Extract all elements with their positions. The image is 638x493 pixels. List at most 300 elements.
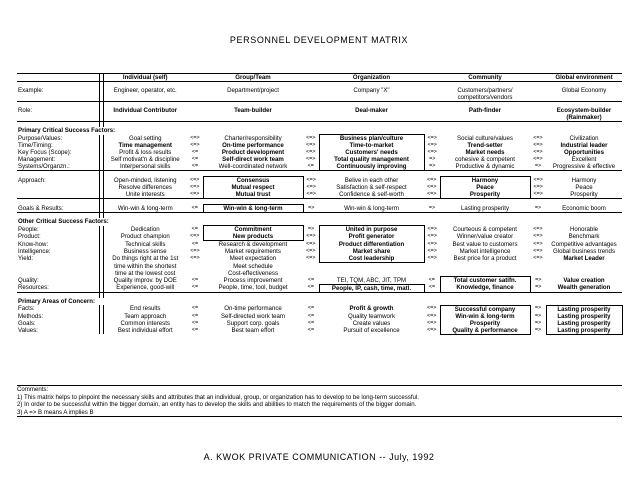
matrix-cell: United in purpose (319, 226, 424, 234)
relation-arrow: => (534, 305, 542, 312)
matrix-cell: Open-minded, listening (113, 176, 177, 184)
matrix-cell: Team-builder (234, 107, 272, 114)
relation-arrow: <= (187, 163, 203, 171)
relation-arrow: <=> (427, 176, 437, 183)
relation-arrow: <=> (306, 240, 316, 247)
relation-arrow (424, 263, 440, 270)
relation-arrow: <= (307, 326, 315, 333)
row-label: Quality: (17, 277, 99, 285)
matrix-cell: Product development (221, 149, 285, 156)
matrix-cell: Resolve differences (118, 184, 172, 191)
matrix-cell: Total quality management (319, 156, 424, 163)
matrix-cell (103, 94, 187, 102)
relation-arrow: <= (187, 205, 203, 213)
relation-arrow: <= (191, 240, 199, 247)
matrix-row (17, 177, 622, 185)
matrix-row (17, 163, 622, 171)
relation-arrow: <= (428, 276, 435, 283)
matrix-cell: Product differentiation (319, 241, 424, 249)
column-header: Global environment (546, 74, 622, 82)
matrix-cell (530, 87, 546, 94)
relation-arrow (187, 270, 203, 277)
matrix-cell: Quality & performance (440, 327, 530, 335)
relation-arrow: <=> (533, 176, 543, 183)
matrix-cell: Knowledge, finance (440, 284, 530, 292)
matrix-cell (546, 94, 622, 102)
relation-arrow: <=> (533, 225, 543, 232)
matrix-cell: Total customer satifn. (440, 277, 530, 285)
matrix-row (17, 156, 622, 163)
relation-arrow: <=> (306, 248, 316, 254)
relation-arrow: <=> (190, 255, 200, 262)
matrix-cell: Prosperity (546, 191, 622, 199)
matrix-cell: Mutual respect (203, 184, 303, 191)
relation-arrow (530, 270, 546, 277)
matrix-cell (424, 94, 440, 102)
matrix-cell (440, 263, 530, 270)
matrix-cell: Cost-effectiveness (227, 269, 278, 277)
comments-section (17, 385, 622, 417)
matrix-row (17, 94, 622, 102)
column-header-row (17, 74, 622, 82)
relation-arrow: <= (191, 156, 199, 162)
row-label (17, 184, 99, 191)
relation-arrow: <= (307, 276, 315, 283)
matrix-cell: Self motivat'n & discipline (110, 156, 180, 163)
matrix-row (17, 233, 622, 241)
header-gap (530, 74, 546, 82)
matrix-cell: People, IP, cash, time, matl. (319, 284, 424, 292)
matrix-row (17, 284, 622, 292)
row-label (17, 94, 99, 102)
matrix-cell: Best price for a product (453, 255, 517, 263)
matrix-cell (319, 270, 424, 277)
matrix-cell: Business sense (123, 248, 167, 255)
relation-arrow: <= (191, 276, 199, 283)
matrix-cell: Commitment (203, 226, 303, 234)
matrix-cell: Self-directed work team (220, 312, 285, 320)
matrix-cell: Best value to customers (452, 240, 518, 248)
relation-arrow: <=> (306, 233, 316, 240)
relation-arrow: => (530, 163, 546, 171)
matrix-cell: Peace (440, 184, 530, 191)
matrix-row (17, 142, 622, 149)
relation-arrow: <=> (306, 255, 316, 262)
matrix-cell: Successful company (440, 305, 530, 313)
row-label: Values: (17, 327, 99, 335)
matrix-cell: Lasting prosperity (546, 305, 622, 313)
relation-arrow: => (424, 163, 440, 171)
matrix-cell: time within the shortest (114, 262, 177, 270)
matrix-cell: Market requirements (225, 248, 281, 255)
matrix-cell: Support corp. goals (226, 319, 280, 327)
matrix-cell: Meet schedule (233, 262, 273, 270)
matrix-cell (546, 263, 622, 270)
row-label: Approach: (17, 177, 99, 185)
matrix-cell: Lasting prosperity (546, 327, 622, 335)
matrix-cell: Well-coordinated network (203, 163, 303, 171)
relation-arrow: => (535, 276, 542, 283)
relation-arrow: <=> (427, 142, 437, 148)
relation-arrow (303, 263, 319, 270)
matrix-row (17, 205, 622, 213)
matrix-cell (530, 107, 546, 114)
comment-line: 1) This matrix helps to pinpoint the necessary skills and attributes that an individual, group, or organization has to develop to be long-term successful. (17, 393, 419, 401)
relation-arrow: <=> (306, 149, 316, 155)
matrix-cell: Deal-maker (355, 107, 388, 114)
row-label: Yield: (17, 255, 99, 263)
section-heading: Other Critical Success Factors: (18, 218, 109, 225)
matrix-cell: Profit & loss results (119, 149, 172, 156)
matrix-cell: Engineer, operator, etc. (113, 87, 177, 94)
header-gap (303, 74, 319, 82)
matrix-cell: Create values (352, 319, 391, 327)
matrix-cell: Time management (118, 142, 172, 149)
matrix-cell: New products (203, 233, 303, 241)
matrix-cell (303, 94, 319, 102)
section-heading: Primary Areas of Concern: (18, 297, 95, 305)
matrix-cell: Lasting prosperity (546, 320, 622, 327)
relation-arrow: <=> (533, 240, 543, 247)
matrix-cell (103, 114, 187, 122)
matrix-cell: Belive in each other (344, 176, 399, 184)
matrix-cell (546, 270, 622, 277)
matrix-cell: Benchmark (568, 233, 600, 241)
relation-arrow: <=> (427, 326, 437, 333)
matrix-cell: Profit & growth (349, 305, 394, 313)
matrix-row (17, 114, 622, 122)
matrix-row (17, 248, 622, 255)
relation-arrow: <=> (427, 184, 437, 190)
section-heading-row (17, 218, 622, 226)
matrix-cell (440, 114, 530, 122)
matrix-row (17, 270, 622, 277)
relation-arrow: <=> (424, 191, 440, 199)
row-label: Purpose/Values: (17, 135, 99, 143)
relation-arrow: <=> (306, 176, 316, 183)
relation-arrow: <=> (427, 319, 437, 326)
matrix-cell: Market intelligence (459, 248, 511, 255)
matrix-cell: Progressive & effective (546, 163, 622, 171)
matrix-cell (187, 94, 203, 102)
relation-arrow: => (530, 205, 546, 213)
matrix-cell: Team approach (124, 312, 167, 320)
matrix-cell (303, 114, 319, 122)
relation-arrow: <= (307, 312, 315, 319)
matrix-cell: (Rainmaker) (546, 114, 622, 122)
matrix-row (17, 255, 622, 263)
section-heading-row (17, 127, 622, 135)
column-header: Individual (self) (103, 74, 187, 82)
matrix-cell: Market share (319, 248, 424, 255)
matrix-cell: Prosperity (440, 191, 530, 199)
row-label: Time/Timing: (17, 142, 99, 149)
relation-arrow: <=> (306, 184, 316, 190)
matrix-row (17, 149, 622, 156)
section-heading: Primary Critical Success Factors: (18, 127, 116, 134)
row-label: Goals & Results: (17, 205, 99, 213)
matrix-cell (424, 114, 440, 122)
matrix-cell (440, 270, 530, 277)
relation-arrow (303, 270, 319, 277)
header-gap (424, 74, 440, 82)
matrix-cell: People, time, tool, budget (203, 284, 303, 292)
relation-arrow: <=> (303, 191, 319, 199)
relation-arrow: <=> (427, 240, 437, 247)
matrix-cell: Business plan/culture (319, 135, 424, 143)
matrix-cell: Company "X" (353, 87, 390, 94)
matrix-cell: Mutual trust (203, 191, 303, 199)
footer-attribution: A. KWOK PRIVATE COMMUNICATION -- July, 1992 (203, 452, 435, 462)
matrix-cell (530, 94, 546, 102)
matrix-cell (187, 114, 203, 122)
matrix-cell: Profit generator (319, 233, 424, 241)
matrix-cell: Process improvement (223, 276, 283, 284)
relation-arrow: => (530, 284, 546, 292)
header-gap (187, 74, 203, 82)
matrix-cell: Lasting prosperity (440, 205, 530, 213)
matrix-cell: Continuously improving (319, 163, 424, 171)
relation-arrow: <=> (306, 134, 316, 141)
matrix-cell (203, 114, 303, 122)
matrix-cell: Ecosystem-builder (556, 107, 612, 114)
row-label: Systems/Organzn.: (17, 163, 99, 171)
row-label: Resources: (17, 284, 99, 292)
matrix-cell: Satisfaction & self-respect (336, 184, 407, 191)
column-header: Organization (319, 74, 424, 82)
matrix-cell: Market needs (465, 149, 505, 156)
matrix-cell: Win-win & long-term (319, 205, 424, 213)
matrix-row (17, 305, 622, 313)
comment-line: 3) A => B means A implies B (17, 408, 94, 416)
matrix-cell: Meet expectation (229, 255, 277, 263)
matrix-cell: End results (130, 305, 161, 313)
matrix-cell: Industrial leader (560, 142, 608, 149)
relation-arrow: <= (187, 284, 203, 292)
matrix-cell: Research & development (218, 241, 288, 248)
matrix-cell: Lasting prosperity (546, 313, 622, 320)
row-label: Example: (17, 87, 99, 94)
matrix-cell (424, 87, 440, 94)
matrix-row (17, 135, 622, 143)
row-label (17, 191, 99, 199)
matrix-row (17, 277, 622, 285)
matrix-cell: Pursuit of excellence (343, 326, 400, 334)
matrix-cell: Win-win & long-term (440, 313, 530, 320)
relation-arrow: <=> (427, 255, 437, 262)
relation-arrow: <=> (533, 233, 543, 240)
relation-arrow: <=> (306, 156, 316, 162)
relation-arrow: <=> (533, 149, 543, 155)
relation-arrow: <=> (190, 248, 200, 254)
matrix-cell: Productive & dynamic (440, 163, 530, 171)
matrix-cell (319, 263, 424, 270)
row-label: Intelligence: (17, 248, 99, 255)
matrix-cell: Win-win & long-term (203, 205, 303, 213)
matrix-cell: Best individual effort (117, 326, 173, 334)
matrix-cell: Consensus (203, 177, 303, 185)
relation-arrow: <= (191, 319, 199, 326)
relation-arrow: <=> (533, 134, 543, 141)
matrix-cell (187, 107, 203, 114)
row-label: Methods: (17, 313, 99, 320)
row-label (17, 114, 99, 122)
relation-arrow: <= (191, 149, 199, 155)
matrix-cell: competitors/vendors (440, 94, 530, 102)
matrix-cell: Peace (575, 184, 593, 191)
row-label: Role: (17, 107, 99, 114)
relation-arrow (530, 263, 546, 270)
relation-arrow: <=> (427, 233, 437, 240)
matrix-cell: time at the lowest cost (115, 269, 176, 277)
matrix-row (17, 263, 622, 270)
relation-arrow: <=> (533, 156, 543, 162)
relation-arrow: <= (307, 319, 315, 326)
matrix-cell: Social culture/values (457, 134, 513, 142)
matrix-cell: Goal setting (128, 134, 162, 142)
relation-arrow: <=> (427, 305, 437, 312)
relation-arrow: <=> (427, 312, 437, 319)
matrix-cell: Market Leader (563, 255, 605, 263)
matrix-cell: Civilization (569, 134, 599, 142)
matrix-cell: On-time performance (222, 142, 284, 149)
relation-arrow: => (429, 156, 436, 162)
relation-arrow: <= (191, 305, 199, 312)
relation-arrow: => (534, 326, 542, 333)
relation-arrow: <=> (190, 176, 200, 183)
row-label: Key Focus (Scope): (17, 149, 99, 156)
matrix-cell: Interpersonal skills (103, 163, 187, 171)
matrix-cell (187, 87, 203, 94)
matrix-cell: TEI, TQM, ABC, JIT, TPM (336, 276, 407, 284)
matrix-row (17, 107, 622, 114)
matrix-cell: Common interests (120, 319, 170, 327)
relation-arrow: <=> (190, 142, 200, 148)
matrix-cell: Charter/responsibility (224, 134, 282, 142)
relation-arrow: <= (424, 284, 440, 292)
row-label: Product: (17, 233, 99, 241)
matrix-cell (203, 94, 303, 102)
comments-heading: Comments: (17, 386, 49, 393)
matrix-cell: Global Economy (561, 87, 607, 94)
column-header: Group/Team (203, 74, 303, 82)
matrix-row (17, 320, 622, 327)
matrix-cell: Competitive advantages (551, 240, 617, 248)
matrix-row (17, 226, 622, 234)
matrix-cell: Global business trends (553, 248, 615, 255)
matrix-cell (319, 94, 424, 102)
relation-arrow: => (307, 225, 315, 232)
row-label: People: (17, 226, 99, 234)
matrix-cell: cohesive & competent (455, 156, 515, 163)
development-matrix (17, 73, 623, 335)
matrix-cell: Harmony (571, 176, 597, 184)
matrix-cell: Dedication (130, 225, 160, 233)
relation-arrow: => (534, 312, 542, 319)
matrix-cell: On-time performance (224, 305, 282, 313)
matrix-cell: Technical skills (125, 240, 166, 248)
page-title: PERSONNEL DEVELOPMENT MATRIX (229, 35, 409, 45)
column-header: Community (440, 74, 530, 82)
matrix-cell (303, 107, 319, 114)
matrix-cell: Prosperity (440, 320, 530, 327)
matrix-cell: Quality teamwork (347, 312, 396, 320)
relation-arrow: <= (191, 312, 199, 319)
matrix-cell: Quality improv. by DOE (113, 276, 177, 284)
row-label: Facts: (17, 305, 99, 313)
matrix-cell (424, 107, 440, 114)
relation-arrow: <=> (427, 149, 437, 155)
relation-arrow: <=> (306, 142, 316, 148)
matrix-cell: Experience, good-will (103, 284, 187, 292)
relation-arrow: => (424, 205, 440, 213)
relation-arrow (187, 263, 203, 270)
matrix-cell: Honorable (569, 225, 599, 233)
relation-arrow: <= (307, 305, 315, 312)
relation-arrow: <=> (190, 233, 200, 240)
header-corner (17, 74, 99, 82)
matrix-cell: Harmony (440, 177, 530, 185)
relation-arrow: <=> (190, 134, 200, 141)
relation-arrow: <= (303, 284, 319, 292)
relation-arrow: <= (191, 225, 198, 232)
matrix-cell: Courteous & competent (452, 225, 518, 233)
matrix-cell: Best team effort (231, 326, 275, 334)
comment-line: 2) In order to be successful within the bigger domain, an entity has to develop the skills and abilities to match the requirements of the bigger domain. (17, 401, 417, 409)
matrix-cell: Individual Contributor (113, 107, 178, 114)
row-label: Goals: (17, 320, 99, 327)
relation-arrow: <=> (190, 184, 200, 190)
matrix-cell: Cost leadership (319, 255, 424, 263)
relation-arrow: <=> (530, 191, 546, 199)
relation-arrow: <=> (427, 248, 437, 254)
matrix-cell: Do things right at the 1st (112, 255, 179, 263)
relation-arrow (424, 270, 440, 277)
row-label (17, 270, 99, 277)
matrix-row (17, 87, 622, 94)
matrix-cell: Customers' needs (319, 149, 424, 156)
matrix-row (17, 191, 622, 199)
matrix-row (17, 241, 622, 249)
relation-arrow: <= (191, 326, 199, 333)
matrix-cell: Excellent (571, 156, 597, 163)
matrix-cell: Time-to-market (319, 142, 424, 149)
matrix-cell: Trend-setter (467, 142, 503, 149)
matrix-cell: Self-direct work team (222, 156, 284, 163)
matrix-row (17, 313, 622, 320)
matrix-cell: Win-win & long-term (103, 205, 187, 213)
row-label: Management: (17, 156, 99, 163)
matrix-cell: Department/project (227, 87, 279, 94)
matrix-cell: Unite interests (103, 191, 187, 199)
matrix-cell: Path-finder (468, 107, 502, 114)
relation-arrow: => (534, 319, 542, 326)
matrix-cell: Customers/partners/ (457, 87, 513, 94)
matrix-cell: Wealth generation (546, 284, 622, 292)
relation-arrow: <=> (427, 225, 437, 232)
relation-arrow: <=> (533, 184, 543, 190)
relation-arrow: <=> (533, 255, 543, 262)
section-heading-row (17, 298, 622, 306)
relation-arrow: <=> (187, 191, 203, 199)
matrix-cell: Product champion (120, 233, 170, 241)
matrix-row (17, 327, 622, 335)
relation-arrow: <= (303, 163, 319, 171)
matrix-row (17, 184, 622, 191)
matrix-cell: Opportunities (564, 149, 604, 156)
matrix-cell: Value creation (563, 276, 605, 284)
relation-arrow: <=> (533, 142, 543, 148)
